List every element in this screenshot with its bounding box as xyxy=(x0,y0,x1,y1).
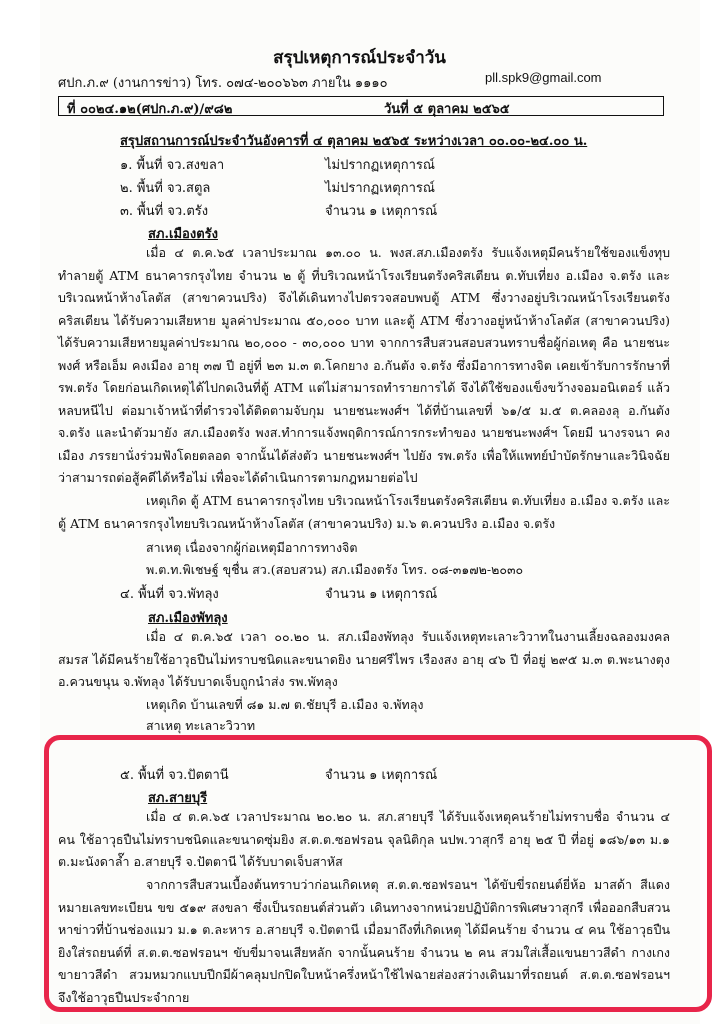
document-date: วันที่ ๕ ตุลาคม ๒๕๖๕ xyxy=(384,102,510,117)
station-heading: สภ.เมืองพัทลุง xyxy=(148,611,228,626)
incident-cause: สาเหตุ ทะเลาะวิวาท xyxy=(146,718,256,733)
station-heading: สภ.สายบุรี xyxy=(148,791,208,806)
station-heading: สภ.เมืองตรัง xyxy=(148,227,218,242)
incident-cause: สาเหตุ เนื่องจากผู้ก่อเหตุมีอาการทางจิต xyxy=(146,540,358,555)
area-value: จำนวน ๑ เหตุการณ์ xyxy=(325,768,438,783)
area-label: ๕. พื้นที่ จว.ปัตตานี xyxy=(120,768,229,783)
area-value: ไม่ปรากฏเหตุการณ์ xyxy=(325,181,435,196)
incident-paragraph: เมื่อ ๔ ต.ค.๖๕ เวลาประมาณ ๑๓.๐๐ น. พงส.สภ.เมืองตรัง รับแจ้งเหตุมีคนร้ายใช้ของแข็งทุบทำลายตู้ ATM ธนาคารกรุงไทย จำนวน ๒ ตู้ ที่บริเวณหน้าโรงเรียนตรังคริสเตียน ต.ทับเที่ยง อ.เมือง จ.ตรัง และบริเวณหน้าห้างโลตัส (สาขาควนปริง) จึงได้เดินทางไปตรวจสอบพบตู้ ATM ซึ่งวางอยู่บริเวณหน้าโรงเรียนตรังคริสเตียน ได้รับความเสียหาย มูลค่าประมาณ ๕๐,๐๐๐ บาท และตู้ ATM ซึ่งวางอยู่หน้าห้างโลตัส (สาขาควนปริง) ได้รับความเสียหายมูลค่าประมาณ ๒๐,๐๐๐ - ๓๐,๐๐๐ บาท จากการสืบสวนสอบสวนทราบชื่อผู้ก่อเหตุ คือ นายชนะพงศ์ หรือเอ็ม คงเมือง อายุ ๓๗ ปี อยู่ที่ ๒๓ ม.๓ ต.โคกยาง อ.กันตัง จ.ตรัง ซึ่งมีอาการทางจิต เคยเข้ารับการรักษาที่ รพ.ตรัง โดยก่อนเกิดเหตุได้ไปกดเงินที่ตู้ ATM แต่ไม่สามารถทำรายการได้ จึงได้ใช้ของแข็งขว้างจอมอนิเตอร์ แล้วหลบหนีไป ต่อมาเจ้าหน้าที่ตำรวจได้ติดตามจับกุม นายชนะพงศ์ฯ ได้ที่บ้านเลขที่ ๖๑/๕ ม.๕ ต.คลองลุ อ.กันตัง จ.ตรัง และนำตัวมายัง สภ.เมืองตรัง พงส.ทำการแจ้งพฤติการณ์การกระทำของ นายชนะพงศ์ฯ โดยมี นางรจนา คงเมือง ภรรยานั่งร่วมฟังโดยตลอด จากนั้นได้ส่งตัว นายชนะพงศ์ฯ ไปยัง รพ.ตรัง เพื่อให้แพทย์บำบัดรักษาและวินิจฉัยว่าสามารถต่อสู้คดีได้หรือไม่ เพื่อจะได้ดำเนินการตามกฎหมายต่อไป xyxy=(58,245,670,485)
area-value: จำนวน ๑ เหตุการณ์ xyxy=(325,587,438,602)
email-address: pll.spk9@gmail.com xyxy=(485,70,602,85)
document-number-bar xyxy=(58,96,664,116)
area-value: ไม่ปรากฏเหตุการณ์ xyxy=(325,158,435,173)
incident-paragraph: จากการสืบสวนเบื้องต้นทราบว่าก่อนเกิดเหตุ ส.ต.ต.ซอฟรอนฯ ได้ขับขี่รถยนต์ยี่ห้อ มาสด้า สีแดง หมายเลขทะเบียน ขข ๕๑๙ สงขลา ซึ่งเป็นรถยนต์ส่วนตัว เดินทางจากหน่วยปฏิบัติการพิเศษวาสุกรี เพื่อออกสืบสวนหาข่าวที่บ้านช่องแมว ม.๑ ต.ละหาร อ.สายบุรี จ.ปัตตานี เมื่อมาถึงที่เกิดเหตุ ได้มีคนร้าย จำนวน ๔ คน ใช้อาวุธปืนยิงใส่รถยนต์ที่ ส.ต.ต.ซอฟรอนฯ ขับขี่มาจนเสียหลัก จากนั้นคนร้าย จำนวน ๒ คน สวมใส่เสื้อแขนยาวสีดำ กางเกงขายาวสีดำ สวมหมวกแบบปีกมีผ้าคลุมปกปิดใบหน้าครึ่งหน้าใช้ไฟฉายส่องสว่างเดินมาที่รถยนต์ ส.ต.ต.ซอฟรอนฯ จึงใช้อาวุธปืนประจำกาย xyxy=(58,877,670,1005)
contact-line: ศปก.ภ.๙ (งานการข่าว) โทร. ๐๗๔-๒๐๐๖๖๓ ภายใน ๑๑๑๐ xyxy=(58,76,388,91)
area-label: ๑. พื้นที่ จว.สงขลา xyxy=(120,158,225,173)
area-label: ๒. พื้นที่ จว.สตูล xyxy=(120,181,211,196)
document-number: ที่ ๐๐๒๔.๑๒(ศปก.ภ.๙)/๙๘๒ xyxy=(67,102,233,117)
document-title: สรุปเหตุการณ์ประจำวัน xyxy=(273,48,446,68)
contact-officer: พ.ต.ท.พิเชษฐ์ ขุชื่น สว.(สอบสวน) สภ.เมืองตรัง โทร. ๐๘-๓๑๗๒-๒๐๓๐ xyxy=(146,562,524,577)
summary-title: สรุปสถานการณ์ประจำวันอังคารที่ ๔ ตุลาคม ๒๕๖๕ ระหว่างเวลา ๐๐.๐๐-๒๔.๐๐ น. xyxy=(120,134,588,149)
area-value: จำนวน ๑ เหตุการณ์ xyxy=(325,204,438,219)
area-label: ๓. พื้นที่ จว.ตรัง xyxy=(120,204,209,219)
highlight-frame xyxy=(44,735,712,1012)
incident-paragraph: เมื่อ ๔ ต.ค.๖๕ เวลาประมาณ ๒๐.๒๐ น. สภ.สายบุรี ได้รับแจ้งเหตุคนร้ายไม่ทราบชื่อ จำนวน ๔ คน ใช้อาวุธปืนไม่ทราบชนิดและขนาดซุ่มยิง ส.ต.ต.ซอฟรอน จุลนิติกุล นปพ.วาสุกรี อายุ ๒๕ ปี ที่อยู่ ๑๘๖/๑๓ ม.๑ ต.มะนังดาล๊ำ อ.สายบุรี จ.ปัตตานี ได้รับบาดเจ็บสาหัส xyxy=(58,809,670,869)
incident-location: เหตุเกิด บ้านเลขที่ ๘๑ ม.๗ ต.ชัยบุรี อ.เมือง จ.พัทลุง xyxy=(146,697,424,712)
incident-location: เหตุเกิด ตู้ ATM ธนาคารกรุงไทย บริเวณหน้าโรงเรียนตรังคริสเตียน ต.ทับเที่ยง อ.เมือง จ.ตรัง และตู้ ATM ธนาคารกรุงไทยบริเวณหน้าห้างโลตัส (สาขาควนปริง) ม.๖ ต.ควนปริง อ.เมือง จ.ตรัง xyxy=(58,493,670,531)
area-label: ๔. พื้นที่ จว.พัทลุง xyxy=(120,587,219,602)
incident-paragraph: เมื่อ ๔ ต.ค.๖๕ เวลา ๐๐.๒๐ น. สภ.เมืองพัทลุง รับแจ้งเหตุทะเลาะวิวาทในงานเลี้ยงฉลองมงคลสมรส ได้มีคนร้ายใช้อาวุธปืนไม่ทราบชนิดและขนาดยิง นายศรีไพร เรืองสง อายุ ๔๖ ปี ที่อยู่ ๒๙๕ ม.๓ ต.พะนางตุง อ.ควนขนุน จ.พัทลุง ได้รับบาดเจ็บถูกนำส่ง รพ.พัทลุง xyxy=(58,629,670,689)
